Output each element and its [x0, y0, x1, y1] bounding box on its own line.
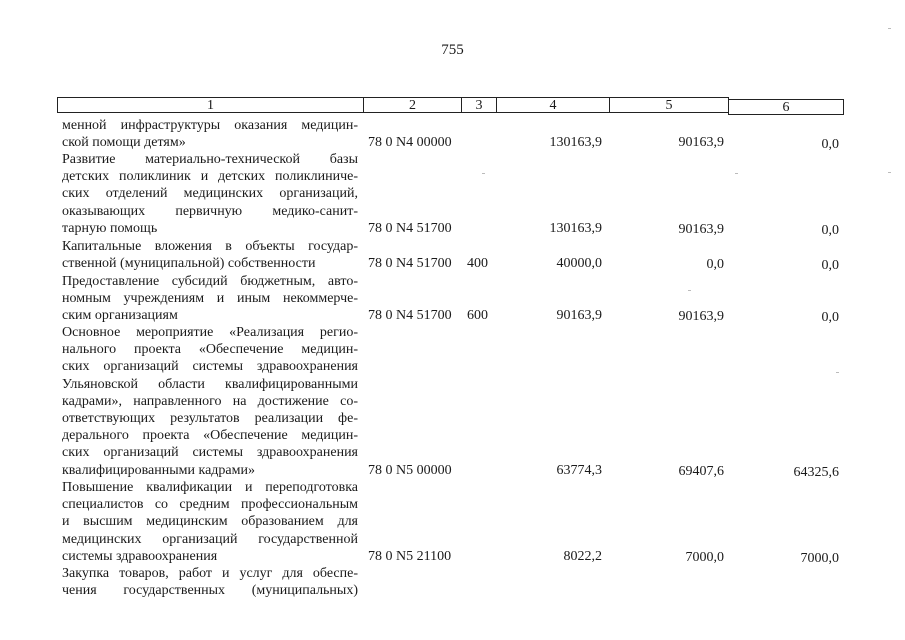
desc-line: нального проекта «Обеспечение медицин- [62, 342, 358, 358]
row-value-5: 90163,9 [678, 135, 724, 150]
desc-line: и высшим медицинским образованием для [62, 514, 358, 530]
row-value-5: 90163,9 [678, 222, 724, 237]
desc-line: чения государственных (муниципальных) [62, 583, 358, 599]
row-value-4: 90163,9 [556, 308, 602, 323]
row-value-5: 90163,9 [678, 309, 724, 324]
row-description [62, 479, 358, 565]
row-value-6: 0,0 [821, 137, 839, 152]
scan-speck [888, 172, 891, 173]
header-cell-4: 4 [496, 97, 610, 113]
desc-line: Закупка товаров, работ и услуг для обеспе- [62, 566, 358, 581]
row-code: 78 0 N4 51700 [368, 256, 452, 271]
row-description [62, 273, 358, 325]
desc-line: медицинских организаций государственной [62, 531, 358, 547]
row-description [62, 151, 358, 237]
row-code: 78 0 N5 00000 [368, 463, 452, 478]
row-description [62, 238, 358, 272]
row-description [62, 565, 358, 599]
row-value-6: 7000,0 [800, 551, 839, 566]
row-value-5: 69407,6 [678, 464, 724, 479]
row-value-4: 130163,9 [549, 221, 602, 236]
header-cell-2: 2 [363, 97, 462, 113]
desc-line: ских организаций системы здравоохранения [62, 445, 358, 461]
desc-line: ских отделений медицинских организаций, [62, 186, 358, 202]
row-value-6: 0,0 [821, 310, 839, 325]
row-vr: 600 [467, 308, 488, 323]
scan-speck [888, 28, 891, 29]
scan-speck [482, 173, 485, 174]
desc-line: Ульяновской области квалифицированными [62, 376, 358, 392]
desc-line: квалифицированными кадрами» [62, 462, 255, 478]
row-value-4: 8022,2 [563, 549, 602, 564]
desc-line: тарную помощь [62, 220, 158, 236]
row-vr: 400 [467, 256, 488, 271]
scan-speck [836, 372, 839, 373]
row-description [62, 324, 358, 479]
row-value-4: 40000,0 [556, 256, 602, 271]
header-cell-6: 6 [728, 99, 844, 115]
desc-line: Повышение квалификации и переподготовка [62, 480, 358, 495]
row-code: 78 0 N4 00000 [368, 135, 452, 150]
row-value-6: 64325,6 [793, 465, 839, 480]
desc-line: ских организаций системы здравоохранения [62, 359, 358, 375]
desc-line: системы здравоохранения [62, 548, 218, 564]
desc-line: Капитальные вложения в объекты государ- [62, 239, 358, 254]
row-code: 78 0 N5 21100 [368, 549, 452, 564]
row-value-6: 0,0 [821, 223, 839, 238]
desc-line: Предоставление субсидий бюджетным, авто- [62, 274, 358, 289]
scan-speck [735, 173, 738, 174]
scan-speck [688, 290, 691, 291]
row-value-6: 0,0 [821, 258, 839, 273]
desc-line: детских поликлиник и детских поликлиниче- [62, 169, 358, 185]
desc-line: номным учреждениям и иным некоммерче- [62, 291, 358, 307]
row-description [62, 117, 358, 151]
row-code: 78 0 N4 51700 [368, 221, 452, 236]
desc-line: ственной (муниципальной) собственности [62, 256, 316, 272]
desc-line: дерального проекта «Обеспечение медицин- [62, 428, 358, 444]
page-number: 755 [441, 42, 464, 58]
table-header [57, 97, 844, 115]
row-value-5: 7000,0 [685, 550, 724, 565]
desc-line: менной инфраструктуры оказания медицин- [62, 118, 358, 133]
header-cell-1: 1 [57, 97, 364, 113]
row-value-5: 0,0 [706, 257, 724, 272]
desc-line: ответствующих результатов реализации фе- [62, 411, 358, 427]
header-cell-3: 3 [461, 97, 497, 113]
desc-line: Основное мероприятие «Реализация регио- [62, 325, 358, 340]
desc-line: ской помощи детям» [62, 135, 186, 151]
row-value-4: 130163,9 [549, 135, 602, 150]
desc-line: Развитие материально-технической базы [62, 152, 358, 167]
desc-line: оказывающих первичную медико-санит- [62, 203, 358, 219]
row-code: 78 0 N4 51700 [368, 308, 452, 323]
header-cell-5: 5 [609, 97, 729, 113]
row-value-4: 63774,3 [556, 463, 602, 478]
desc-line: специалистов со средним профессиональным [62, 497, 358, 513]
desc-line: кадрами», направленного на достижение со- [62, 393, 358, 409]
desc-line: ским организациям [62, 308, 178, 324]
